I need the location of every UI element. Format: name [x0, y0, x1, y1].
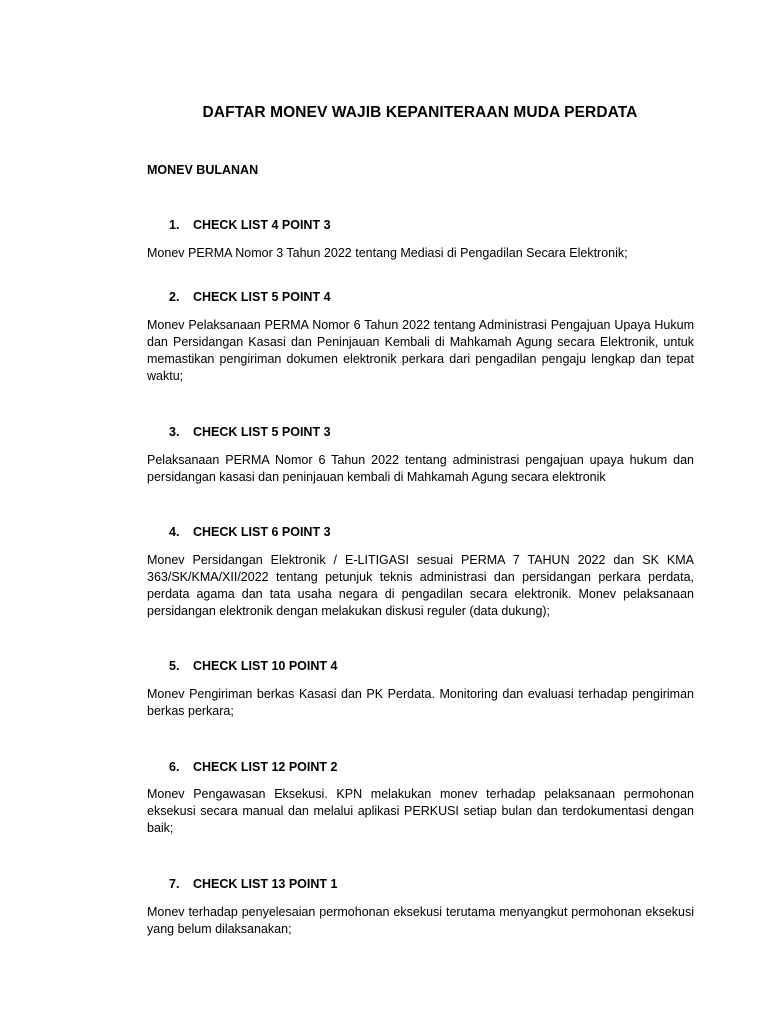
list-item-heading: CHECK LIST 5 POINT 3 — [193, 425, 331, 439]
document-title: DAFTAR MONEV WAJIB KEPANITERAAN MUDA PERDATA — [202, 104, 638, 121]
list-item-body: Monev PERMA Nomor 3 Tahun 2022 tentang Mediasi di Pengadilan Secara Elektronik; — [147, 246, 628, 260]
list-item-heading: CHECK LIST 12 POINT 2 — [193, 760, 338, 774]
list-item-body: Monev Pengawasan Eksekusi. KPN melakukan monev terhadap pelaksanaan permohonan eksekusi secara manual dan melalui aplikasi PERKUSI setiap bulan dan terdokumentasi dengan baik; — [147, 787, 694, 835]
list-item-heading: CHECK LIST 5 POINT 4 — [193, 290, 331, 304]
list-item-number: 4. — [169, 525, 180, 539]
list-item-number: 5. — [169, 659, 180, 673]
list-item-number: 1. — [169, 218, 180, 232]
section-heading: MONEV BULANAN — [147, 163, 259, 177]
list-item-body: Monev Pelaksanaan PERMA Nomor 6 Tahun 2022 tentang Administrasi Pengajuan Upaya Hukum dan Persidangan Kasasi dan Peninjauan Kembali di Mahkamah Agung secara Elektronik, untuk memastikan pengiriman dokumen elektronik perkara dari pengadilan pengaju lengkap dan tepat waktu; — [147, 318, 694, 383]
list-item-body: Monev terhadap penyelesaian permohonan eksekusi terutama menyangkut permohonan eksekusi yang belum dilaksanakan; — [147, 905, 694, 936]
list-item-heading: CHECK LIST 13 POINT 1 — [193, 877, 338, 891]
list-item-body: Monev Pengiriman berkas Kasasi dan PK Perdata. Monitoring dan evaluasi terhadap pengiriman berkas perkara; — [147, 687, 694, 718]
list-item-body: Monev Persidangan Elektronik / E-LITIGASI sesuai PERMA 7 TAHUN 2022 dan SK KMA 363/SK/KMA/XII/2022 tentang petunjuk teknis administrasi dan persidangan perkara perdata, perdata agama dan tata usaha negara di pengadilan secara elektronik. Monev pelaksanaan persidangan elektronik dengan melakukan diskusi reguler (data dukung); — [147, 553, 694, 618]
list-item-number: 7. — [169, 877, 180, 891]
list-item-number: 6. — [169, 760, 180, 774]
list-item-heading: CHECK LIST 4 POINT 3 — [193, 218, 331, 232]
list-item-number: 3. — [169, 425, 180, 439]
list-item-heading: CHECK LIST 10 POINT 4 — [193, 659, 338, 673]
list-item-body: Pelaksanaan PERMA Nomor 6 Tahun 2022 tentang administrasi pengajuan upaya hukum dan persidangan kasasi dan peninjauan kembali di Mahkamah Agung secara elektronik — [147, 453, 694, 484]
list-item-number: 2. — [169, 290, 180, 304]
list-item-heading: CHECK LIST 6 POINT 3 — [193, 525, 331, 539]
